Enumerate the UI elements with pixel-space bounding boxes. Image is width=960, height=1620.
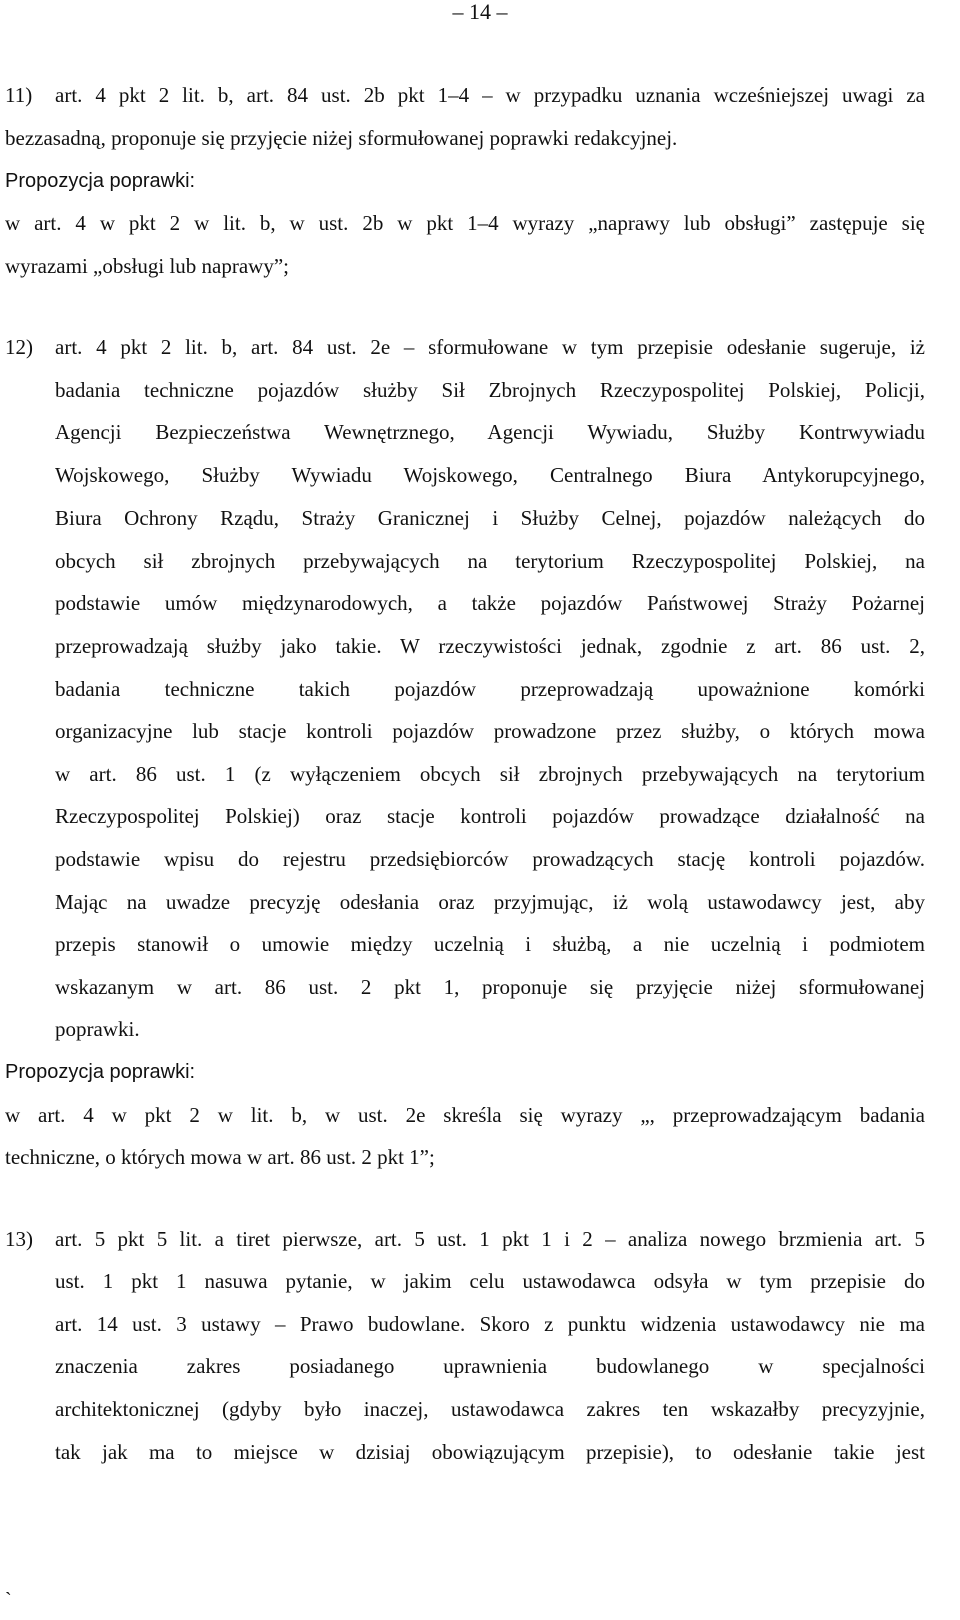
page-number: – 14 – <box>452 0 508 24</box>
item-13-line-6: tak jak ma to miejsce w dzisiaj obowiązującym przepisie), to odesłanie takie jest <box>55 1440 925 1464</box>
proposal-line-1: w art. 4 w pkt 2 w lit. b, w ust. 2b w pkt 1–4 wyrazy „naprawy lub obsługi” zastępuje się <box>5 211 925 235</box>
item-12-line-9: badania techniczne takich pojazdów przeprowadzają upoważnione komórki <box>55 677 925 701</box>
item-13-line-1: art. 5 pkt 5 lit. a tiret pierwsze, art. 5 ust. 1 pkt 1 i 2 – analiza nowego brzmienia art. 5 <box>55 1227 925 1251</box>
item-12-line-10: organizacyjne lub stacje kontroli pojazdów prowadzone przez służby, o których mowa <box>55 719 925 743</box>
item-12-line-7: podstawie umów międzynarodowych, a także pojazdów Państwowej Straży Pożarnej <box>55 591 925 615</box>
item-12-line-2: badania techniczne pojazdów służby Sił Zbrojnych Rzeczypospolitej Polskiej, Policji, <box>55 378 925 402</box>
item-12-line-15: przepis stanowił o umowie między uczelnią i służbą, a nie uczelnią i podmiotem <box>55 932 925 956</box>
item-12-line-4: Wojskowego, Służby Wywiadu Wojskowego, Centralnego Biura Antykorupcyjnego, <box>55 463 925 487</box>
item-12-line-8: przeprowadzają służby jako takie. W rzeczywistości jednak, zgodnie z art. 86 ust. 2, <box>55 634 925 658</box>
item-12-line-6: obcych sił zbrojnych przebywających na terytorium Rzeczypospolitej Polskiej, na <box>55 549 925 573</box>
item-13-line-2: ust. 1 pkt 1 nasuwa pytanie, w jakim celu ustawodawca odsyła w tym przepisie do <box>55 1269 925 1293</box>
item-12-line-3: Agencji Bezpieczeństwa Wewnętrznego, Agencji Wywiadu, Służby Kontrwywiadu <box>55 420 925 444</box>
item-12-line-16: wskazanym w art. 86 ust. 2 pkt 1, proponuje się przyjęcie niżej sformułowanej <box>55 975 925 999</box>
item-number: 12) <box>5 335 33 359</box>
proposal-line-2: wyrazami „obsługi lub naprawy”; <box>5 254 289 278</box>
item-12-line-14: Mając na uwadze precyzję odesłania oraz przyjmując, iż wolą ustawodawcy jest, aby <box>55 890 925 914</box>
footer-mark: ` <box>5 1589 12 1611</box>
item-12-line-17: poprawki. <box>55 1017 140 1041</box>
item-number: 11) <box>5 83 33 107</box>
proposal-heading: Propozycja poprawki: <box>5 170 196 192</box>
item-11-line-2: bezzasadną, proponuje się przyjęcie niżej sformułowanej poprawki redakcyjnej. <box>5 126 678 150</box>
item-number: 13) <box>5 1227 33 1251</box>
item-12-line-12: Rzeczypospolitej Polskiej) oraz stacje kontroli pojazdów prowadzące działalność na <box>55 804 925 828</box>
proposal-heading: Propozycja poprawki: <box>5 1061 196 1083</box>
item-12-line-13: podstawie wpisu do rejestru przedsiębiorców prowadzących stację kontroli pojazdów. <box>55 847 925 871</box>
item-12-line-5: Biura Ochrony Rządu, Straży Granicznej i Służby Celnej, pojazdów należących do <box>55 506 925 530</box>
item-13-line-5: architektonicznej (gdyby było inaczej, ustawodawca zakres ten wskazałby precyzyjnie, <box>55 1397 925 1421</box>
item-12-line-11: w art. 86 ust. 1 (z wyłączeniem obcych sił zbrojnych przebywających na terytorium <box>55 762 925 786</box>
item-13-line-3: art. 14 ust. 3 ustawy – Prawo budowlane. Skoro z punktu widzenia ustawodawcy nie ma <box>55 1312 925 1336</box>
proposal-line-1: w art. 4 w pkt 2 w lit. b, w ust. 2e skreśla się wyrazy „, przeprowadzającym badania <box>5 1103 925 1127</box>
item-13-line-4: znaczenia zakres posiadanego uprawnienia budowlanego w specjalności <box>55 1354 925 1378</box>
item-12-line-1: art. 4 pkt 2 lit. b, art. 84 ust. 2e – sformułowane w tym przepisie odesłanie sugeruje, iż <box>55 335 925 359</box>
item-11-line-1: art. 4 pkt 2 lit. b, art. 84 ust. 2b pkt 1–4 – w przypadku uznania wcześniejszej uwagi za <box>55 83 925 107</box>
proposal-line-2: techniczne, o których mowa w art. 86 ust. 2 pkt 1”; <box>5 1145 435 1169</box>
